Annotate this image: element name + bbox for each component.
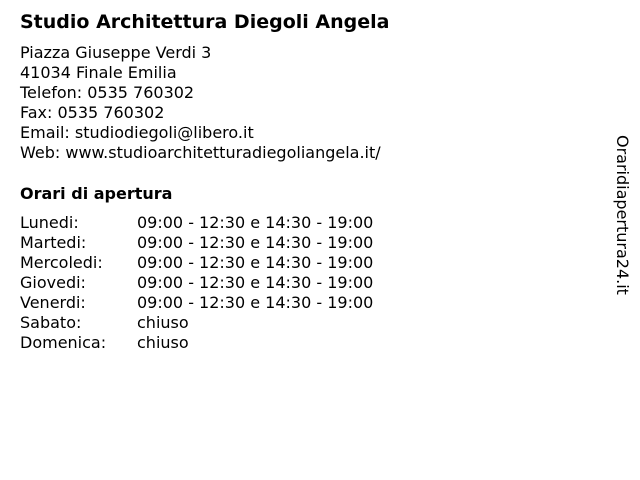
time-value: 09:00 - 12:30 e 14:30 - 19:00 (137, 213, 374, 232)
day-label: Mercoledi: (20, 253, 103, 272)
hours-row-friday (20, 293, 440, 313)
email-line: Email: studiodiegoli@libero.it (20, 123, 254, 142)
web-line: Web: www.studioarchitetturadiegoliangela.it/ (20, 143, 381, 162)
hours-row-wednesday (20, 253, 440, 273)
fax-line: Fax: 0535 760302 (20, 103, 165, 122)
contact-info (20, 43, 381, 163)
city-line: 41034 Finale Emilia (20, 63, 177, 82)
day-label: Martedi: (20, 233, 87, 252)
time-value: 09:00 - 12:30 e 14:30 - 19:00 (137, 233, 374, 252)
day-label: Giovedi: (20, 273, 86, 292)
time-value: 09:00 - 12:30 e 14:30 - 19:00 (137, 273, 374, 292)
opening-hours-heading: Orari di apertura (20, 184, 173, 203)
hours-row-tuesday (20, 233, 440, 253)
hours-row-thursday (20, 273, 440, 293)
day-label: Venerdi: (20, 293, 86, 312)
business-name: Studio Architettura Diegoli Angela (20, 11, 390, 33)
day-label: Lunedi: (20, 213, 79, 232)
day-label: Domenica: (20, 333, 107, 352)
day-label: Sabato: (20, 313, 82, 332)
hours-row-monday (20, 213, 440, 233)
hours-row-sunday (20, 333, 440, 353)
site-watermark: Oraridiapertura24.it (613, 135, 632, 295)
time-value: chiuso (137, 313, 189, 332)
phone-line: Telefon: 0535 760302 (20, 83, 195, 102)
time-value: 09:00 - 12:30 e 14:30 - 19:00 (137, 253, 374, 272)
time-value: chiuso (137, 333, 189, 352)
hours-row-saturday (20, 313, 440, 333)
time-value: 09:00 - 12:30 e 14:30 - 19:00 (137, 293, 374, 312)
opening-hours-table (20, 213, 440, 353)
address-line: Piazza Giuseppe Verdi 3 (20, 43, 212, 62)
